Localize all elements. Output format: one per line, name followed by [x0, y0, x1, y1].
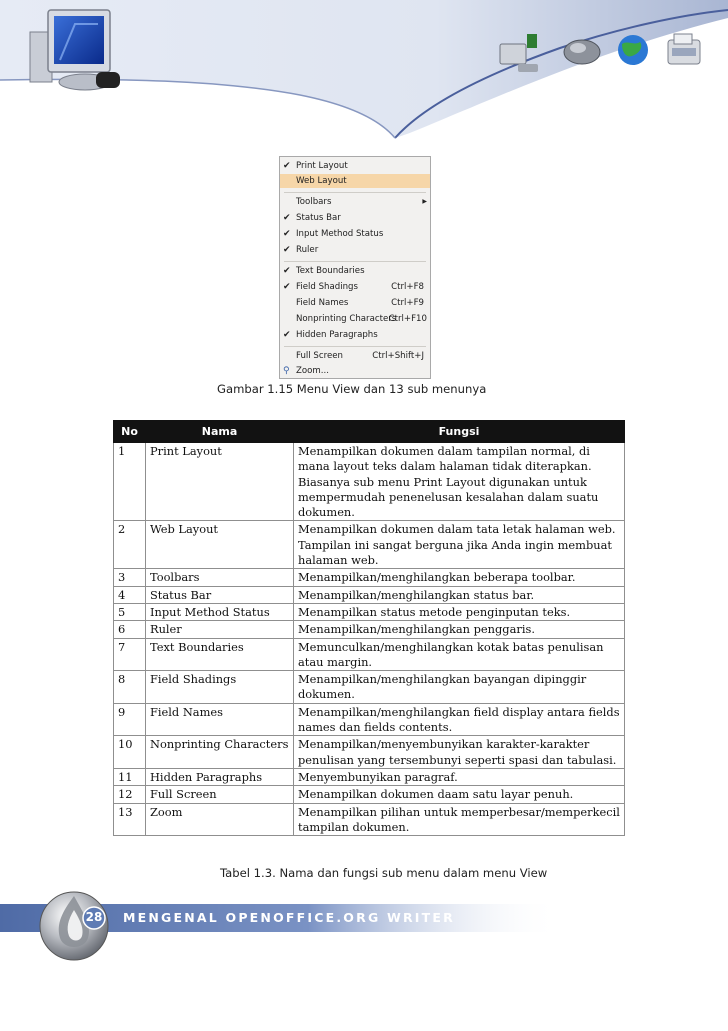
submenu-arrow-icon: ▶ [422, 198, 427, 205]
cell-nama: Hidden Paragraphs [146, 768, 294, 785]
cell-no: 1 [114, 443, 146, 521]
menu-item-input-method-status[interactable]: ✔ Input Method Status [283, 229, 384, 239]
view-submenu-table [113, 420, 625, 836]
cell-nama: Print Layout [146, 443, 294, 521]
menu-item-field-shadings[interactable]: ✔ Field Shadings Ctrl+F8 [283, 282, 424, 292]
table-row [114, 521, 625, 569]
figure-caption: Gambar 1.15 Menu View dan 13 sub menunya [217, 382, 487, 396]
menu-item-status-bar[interactable]: ✔ Status Bar [283, 213, 341, 223]
cell-nama: Status Bar [146, 586, 294, 603]
table-row [114, 786, 625, 803]
table-row [114, 703, 625, 736]
header-banner [0, 0, 728, 140]
checkmark-icon: ✔ [283, 330, 291, 340]
checkmark-icon: ✔ [283, 282, 291, 292]
cell-fungsi: Menampilkan dokumen dalam tampilan normal, di mana layout teks dalam halaman tidak diterapkan. Biasanya sub menu Print Layout digunakan untuk mempermudah penenelusan kesalahan dalam suatu dokumen. [294, 443, 625, 521]
fax-icon [668, 34, 700, 64]
menu-separator [284, 192, 426, 193]
cell-no: 13 [114, 803, 146, 836]
cell-nama: Full Screen [146, 786, 294, 803]
cell-fungsi: Menampilkan/menghilangkan penggaris. [294, 621, 625, 638]
table-row [114, 671, 625, 704]
cell-fungsi: Menyembunyikan paragraf. [294, 768, 625, 785]
cell-fungsi: Menampilkan pilihan untuk memperbesar/memperkecil tampilan dokumen. [294, 803, 625, 836]
cell-fungsi: Menampilkan/menghilangkan bayangan dipinggir dokumen. [294, 671, 625, 704]
cell-fungsi: Menampilkan dokumen dalam tata letak halaman web. Tampilan ini sangat berguna jika Anda ingin membuat halaman web. [294, 521, 625, 569]
menu-item-zoom[interactable]: ⚲ Zoom... [283, 366, 329, 376]
mouse-icon [564, 40, 600, 64]
cell-fungsi: Menampilkan/menghilangkan field display antara fields names dan fields contents. [294, 703, 625, 736]
globe-icon [618, 35, 648, 65]
cell-nama: Field Names [146, 703, 294, 736]
header-nama: Nama [146, 421, 294, 443]
cell-no: 9 [114, 703, 146, 736]
table-row [114, 621, 625, 638]
cell-fungsi: Menampilkan/menghilangkan status bar. [294, 586, 625, 603]
menu-separator [284, 261, 426, 262]
menu-item-text-boundaries[interactable]: ✔ Text Boundaries [283, 266, 365, 276]
menu-item-ruler[interactable]: ✔ Ruler [283, 245, 319, 255]
menu-separator [284, 346, 426, 347]
cell-no: 12 [114, 786, 146, 803]
cell-no: 3 [114, 569, 146, 586]
cell-fungsi: Menampilkan/menghilangkan beberapa toolbar. [294, 569, 625, 586]
checkmark-icon: ✔ [283, 266, 291, 276]
cell-no: 2 [114, 521, 146, 569]
table-row [114, 768, 625, 785]
cell-fungsi: Menampilkan status metode penginputan teks. [294, 603, 625, 620]
table-header-row [114, 421, 625, 443]
cell-fungsi: Menampilkan dokumen daam satu layar penuh. [294, 786, 625, 803]
table-row [114, 586, 625, 603]
table-caption: Tabel 1.3. Nama dan fungsi sub menu dalam menu View [220, 866, 548, 880]
checkmark-icon: ✔ [283, 245, 291, 255]
table-row [114, 569, 625, 586]
cell-nama: Web Layout [146, 521, 294, 569]
cell-nama: Input Method Status [146, 603, 294, 620]
cell-no: 6 [114, 621, 146, 638]
cell-nama: Nonprinting Characters [146, 736, 294, 769]
menu-item-field-names[interactable]: Field Names Ctrl+F9 [296, 298, 424, 308]
cell-nama: Field Shadings [146, 671, 294, 704]
cell-no: 8 [114, 671, 146, 704]
view-menu-screenshot [279, 156, 431, 379]
header-fungsi: Fungsi [294, 421, 625, 443]
cell-no: 10 [114, 736, 146, 769]
cell-no: 11 [114, 768, 146, 785]
menu-item-toolbars[interactable]: Toolbars ▶ [296, 197, 427, 207]
table-row [114, 443, 625, 521]
zoom-icon: ⚲ [283, 366, 290, 376]
menu-item-full-screen[interactable]: Full Screen Ctrl+Shift+J [296, 351, 424, 361]
cell-no: 4 [114, 586, 146, 603]
menu-item-web-layout[interactable]: Web Layout [280, 174, 430, 188]
cell-nama: Text Boundaries [146, 638, 294, 671]
menu-item-nonprinting-characters[interactable]: Nonprinting Characters Ctrl+F10 [296, 314, 427, 324]
checkmark-icon: ✔ [283, 229, 291, 239]
menu-item-hidden-paragraphs[interactable]: ✔ Hidden Paragraphs [283, 330, 378, 340]
table-row [114, 638, 625, 671]
chapter-title: MENGENAL OPENOFFICE.ORG WRITER [123, 910, 455, 925]
footer-banner [0, 880, 728, 970]
table-row [114, 603, 625, 620]
cell-nama: Zoom [146, 803, 294, 836]
cell-no: 7 [114, 638, 146, 671]
cell-fungsi: Menampilkan/menyembunyikan karakter-karakter penulisan yang tersembunyi seperti spasi dan tabulasi. [294, 736, 625, 769]
cell-no: 5 [114, 603, 146, 620]
cell-nama: Ruler [146, 621, 294, 638]
cell-fungsi: Memunculkan/menghilangkan kotak batas penulisan atau margin. [294, 638, 625, 671]
page-number: 28 [85, 910, 103, 924]
table-row [114, 736, 625, 769]
menu-item-print-layout[interactable]: ✔ Print Layout [283, 161, 348, 171]
cell-nama: Toolbars [146, 569, 294, 586]
header-no: No [114, 421, 146, 443]
table-row [114, 803, 625, 836]
checkmark-icon: ✔ [283, 213, 291, 223]
checkmark-icon: ✔ [283, 161, 291, 171]
